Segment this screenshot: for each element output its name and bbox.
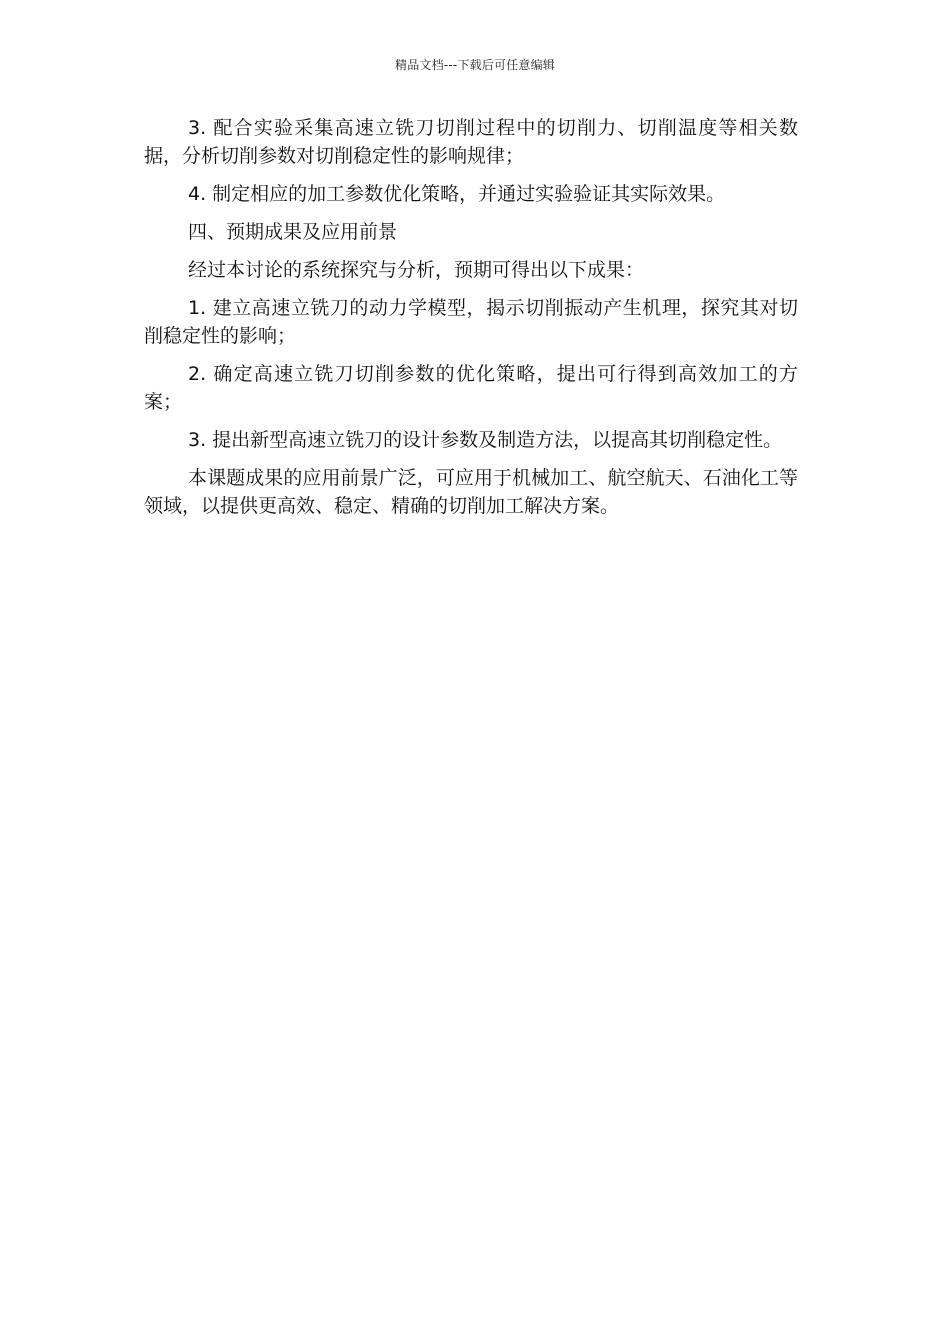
document-body [144, 114, 798, 530]
paragraph-result-1: 1. 建立高速立铣刀的动力学模型，揭示切削振动产生机理，探究其对切削稳定性的影响； [144, 297, 798, 347]
paragraph-item-4-optimization-strategy: 4. 制定相应的加工参数优化策略，并通过实验验证其实际效果。 [188, 183, 726, 205]
paragraph-item-3-data-collection: 3. 配合实验采集高速立铣刀切削过程中的切削力、切削温度等相关数据，分析切削参数对切削稳定性的影响规律； [144, 117, 798, 167]
page-header: 精品文档---下载后可任意编辑 [395, 58, 555, 72]
paragraph-intro-results: 经过本讨论的系统探究与分析，预期可得出以下成果： [188, 259, 645, 281]
paragraph-application-prospects: 本课题成果的应用前景广泛，可应用于机械加工、航空航天、石油化工等领域，以提供更高效、稳定、精确的切削加工解决方案。 [144, 467, 798, 517]
paragraph-result-2: 2. 确定高速立铣刀切削参数的优化策略，提出可行得到高效加工的方案； [144, 363, 798, 413]
paragraph-result-3: 3. 提出新型高速立铣刀的设计参数及制造方法，以提高其切削稳定性。 [188, 429, 783, 451]
section-heading-expected-results: 四、预期成果及应用前景 [188, 221, 398, 243]
